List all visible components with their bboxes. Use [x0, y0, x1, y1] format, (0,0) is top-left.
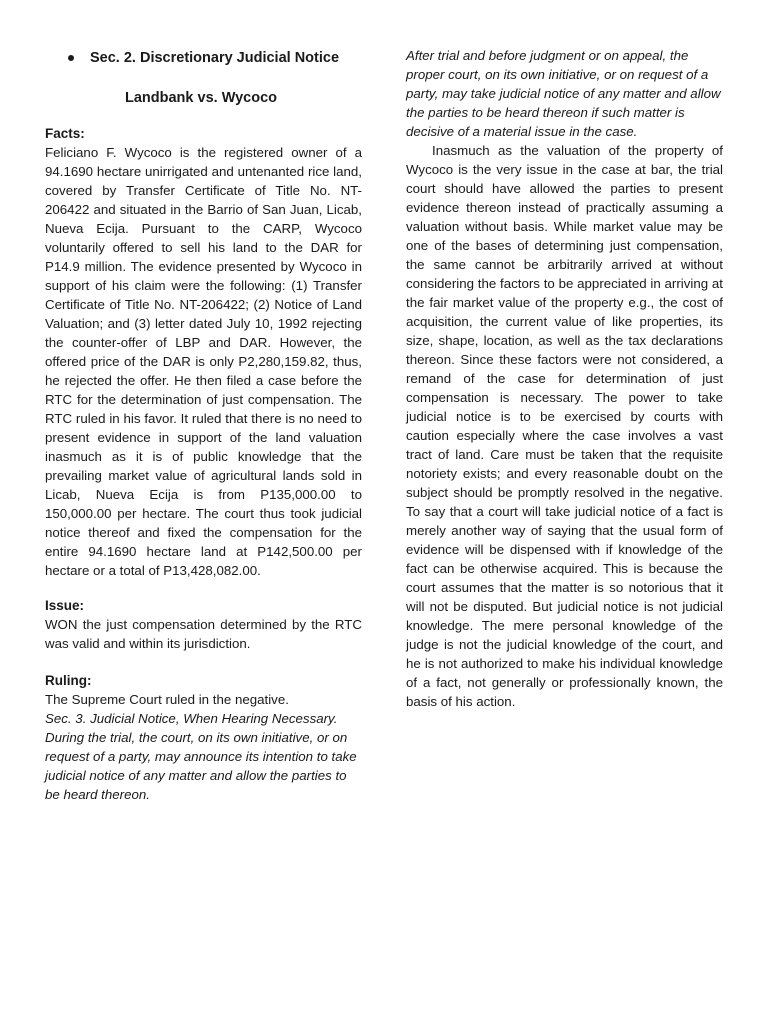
right-column [406, 46, 723, 711]
ruling-paragraph: The Supreme Court ruled in the negative. [45, 692, 289, 707]
rule-quote: After trial and before judgment or on appeal, the proper court, on its own initiative, or on request of a party, may take judicial notice of any matter and allow the parties to be heard thereon if such matter is decisive of a material issue in the case. [406, 48, 721, 139]
facts-label: Facts: [45, 126, 85, 141]
section-heading [68, 48, 362, 68]
sec3-quote: Sec. 3. Judicial Notice, When Hearing Necessary. During the trial, the court, on its own initiative, or on request of a party, may announce its intention to take judicial notice of any matter and allow the parties to be heard thereon. [45, 711, 357, 802]
issue-label: Issue: [45, 598, 85, 613]
case-title: Landbank vs. Wycoco [125, 90, 278, 106]
analysis-paragraph: Inasmuch as the valuation of the property of Wycoco is the very issue in the case at bar, the trial court should have allowed the parties to present evidence thereon instead of practically assuming a valuation without basis. While market value may be one of the bases of determining just compensation, the same cannot be arbitrarily arrived at without considering the factors to be appreciated in arriving at the fair market value of the property e.g., the cost of acquisition, the current value of like properties, its size, shape, location, as well as the tax declarations thereon. Since these factors were not considered, a remand of the case for determination of just compensation is necessary. The power to take judicial notice is to be exercised by courts with caution especially where the case involves a vast tract of land. Care must be taken that the requisite notoriety exists; and every reasonable doubt on the subject should be promptly resolved in the negative. To say that a court will take judicial notice of a fact is merely another way of saying that the usual form of evidence will be dispensed with if knowledge of the fact can be otherwise acquired. This is because the court assumes that the matter is so notorious that it will not be disputed. But judicial notice is not judicial knowledge. The mere personal knowledge of the judge is not the judicial knowledge of the court, and he is not authorized to make his individual knowledge of a fact, not generally or professionally known, the basis of his action. [406, 143, 723, 709]
ruling-label: Ruling: [45, 673, 92, 688]
section-title: Sec. 2. Discretionary Judicial Notice [90, 50, 340, 66]
issue-paragraph: WON the just compensation determined by the RTC was valid and within its jurisdiction. [45, 617, 362, 651]
bullet-icon [68, 55, 74, 61]
left-column [45, 48, 362, 804]
facts-paragraph: Feliciano F. Wycoco is the registered owner of a 94.1690 hectare unirrigated and untenanted rice land, covered by Transfer Certificate of Title No. NT-206422 and situated in the Barrio of San Juan, Licab, Nueva Ecija. Pursuant to the CARP, Wycoco voluntarily offered to sell his land to the DAR for P14.9 million. The evidence presented by Wycoco in support of his claim were the following: (1) Transfer Certificate of Title No. NT-206422; (2) Notice of Land Valuation; and (3) letter dated July 10, 1992 rejecting the counter-offer of LBP and DAR. However, the offered price of the DAR is only P2,280,159.82, thus, he rejected the offer. He then filed a case before the RTC for the determination of just compensation. The RTC ruled in his favor. It ruled that there is no need to present evidence in support of the land valuation inasmuch as it is of public knowledge that the prevailing market value of agricultural lands sold in Licab, Nueva Ecija is from P135,000.00 to 150,000.00 per hectare. The court thus took judicial notice thereof and fixed the compensation for the entire 94.1690 hectare land at P142,500.00 per hectare or a total of P13,428,082.00. [45, 145, 362, 578]
